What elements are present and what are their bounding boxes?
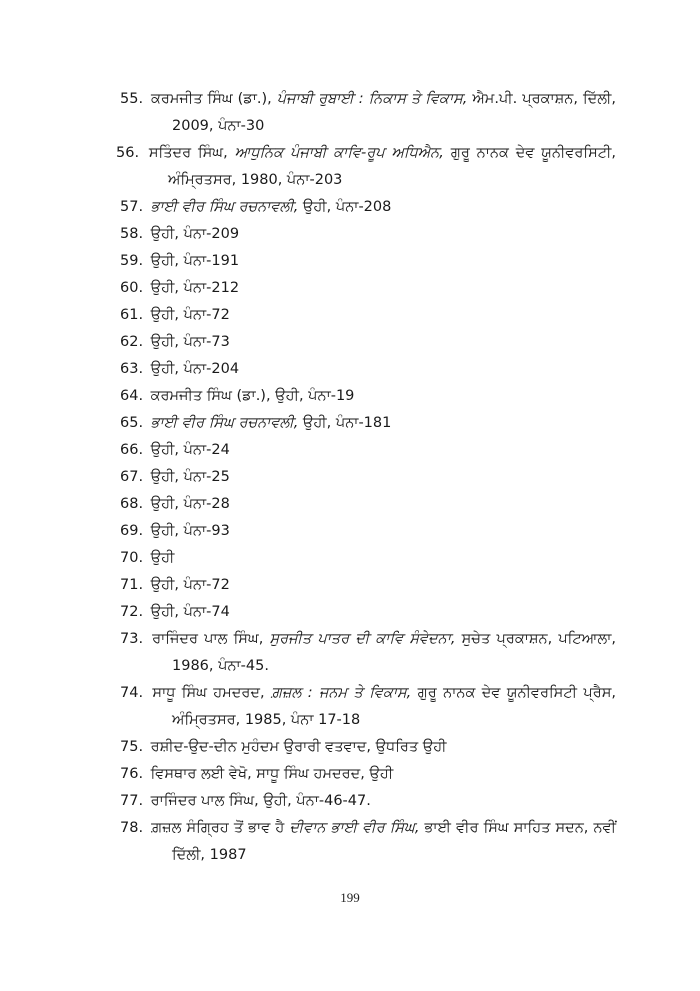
endnote-59: 59. ਉਹੀ, ਪੰਨਾ-191 [120, 253, 240, 269]
endnote-57: 57. ਭਾਈ ਵੀਰ ਸਿੰਘ ਰਚਨਾਵਲੀ, ਉਹੀ, ਪੰਨਾ-208 [120, 199, 392, 215]
citation-text: ਉਹੀ, ਪੰਨਾ-72 [146, 307, 230, 323]
citation-text: ਐਮ.ਪੀ. ਪ੍ਰਕਾਸ਼ਨ, ਦਿੱਲੀ, 2009, ਪੰਨਾ-30 [172, 91, 616, 134]
endnote-64: 64. ਕਰਮਜੀਤ ਸਿੰਘ (ਡਾ.), ਉਹੀ, ਪੰਨਾ-19 [120, 388, 355, 404]
citation-text: ਉਹੀ, ਪੰਨਾ-191 [146, 253, 240, 269]
citation-text: ਉਹੀ [146, 550, 175, 566]
endnote-72: 72. ਉਹੀ, ਪੰਨਾ-74 [120, 604, 230, 620]
citation-title: ਸੁਰਜੀਤ ਪਾਤਰ ਦੀ ਕਾਵਿ ਸੰਵੇਦਨਾ, [269, 631, 456, 647]
endnote-66: 66. ਉਹੀ, ਪੰਨਾ-24 [120, 442, 230, 458]
endnote-65: 65. ਭਾਈ ਵੀਰ ਸਿੰਘ ਰਚਨਾਵਲੀ, ਉਹੀ, ਪੰਨਾ-181 [120, 415, 392, 431]
citation-text: ਉਹੀ, ਪੰਨਾ-24 [146, 442, 230, 458]
endnote-75: 75. ਰਸ਼ੀਦ-ਉਦ-ਦੀਨ ਮੁਹੰਦਮ ਉਰਾਰੀ ਵਤਵਾਦ, ਉਧਰਿਤ ਉਹੀ [120, 739, 447, 755]
endnote-56: 56. ਸਤਿੰਦਰ ਸਿੰਘ, ਆਧੁਨਿਕ ਪੰਜਾਬੀ ਕਾਵਿ-ਰੂਪ ਅਧਿਐਨ, ਗੁਰੂ ਨਾਨਕ ਦੇਵ ਯੂਨੀਵਰਸਿਟੀ, ਅੰਮ੍ਰਿਤਸਰ, 1980, ਪੰਨਾ-203 [116, 145, 617, 188]
citation-text: ਰਾਜਿੰਦਰ ਪਾਲ ਸਿੰਘ, [146, 631, 270, 647]
endnote-77: 77. ਰਾਜਿੰਦਰ ਪਾਲ ਸਿੰਘ, ਉਹੀ, ਪੰਨਾ-46-47. [120, 793, 371, 809]
citation-text: ਕਰਮਜੀਤ ਸਿੰਘ (ਡਾ.), [146, 91, 277, 107]
citation-text: ਗੁਰੂ ਨਾਨਕ ਦੇਵ ਯੂਨੀਵਰਸਿਟੀ, ਅੰਮ੍ਰਿਤਸਰ, 1980, ਪੰਨਾ-203 [168, 145, 617, 188]
endnote-63: 63. ਉਹੀ, ਪੰਨਾ-204 [120, 361, 240, 377]
citation-text: ਗ਼ਜ਼ਲ ਸੰਗ੍ਰਿਹ ਤੋਂ ਭਾਵ ਹੈ [146, 820, 290, 836]
citation-title: ਆਧੁਨਿਕ ਪੰਜਾਬੀ ਕਾਵਿ-ਰੂਪ ਅਧਿਐਨ, [234, 145, 444, 161]
citation-title: ਭਾਈ ਵੀਰ ਸਿੰਘ ਰਚਨਾਵਲੀ, [150, 415, 299, 431]
citation-text: ਉਹੀ, ਪੰਨਾ-73 [146, 334, 230, 350]
citation-text: ਰਸ਼ੀਦ-ਉਦ-ਦੀਨ ਮੁਹੰਦਮ ਉਰਾਰੀ ਵਤਵਾਦ, ਉਧਰਿਤ ਉਹੀ [146, 739, 447, 755]
citation-text: ਉਹੀ, ਪੰਨਾ-25 [146, 469, 230, 485]
endnote-55: 55. ਕਰਮਜੀਤ ਸਿੰਘ (ਡਾ.), ਪੰਜਾਬੀ ਰੁਬਾਈ : ਨਿਕਾਸ ਤੇ ਵਿਕਾਸ, ਐਮ.ਪੀ. ਪ੍ਰਕਾਸ਼ਨ, ਦਿੱਲੀ, 2009, ਪੰਨਾ-30 [120, 91, 616, 134]
citation-text: ਉਹੀ, ਪੰਨਾ-204 [146, 361, 240, 377]
citation-title: ਪੰਜਾਬੀ ਰੁਬਾਈ : ਨਿਕਾਸ ਤੇ ਵਿਕਾਸ, [276, 91, 468, 107]
endnote-76: 76. ਵਿਸਥਾਰ ਲਈ ਵੇਖੋ, ਸਾਧੂ ਸਿੰਘ ਹਮਦਰਦ, ਉਹੀ [120, 766, 394, 782]
citation-text: ਵਿਸਥਾਰ ਲਈ ਵੇਖੋ, ਸਾਧੂ ਸਿੰਘ ਹਮਦਰਦ, ਉਹੀ [146, 766, 394, 782]
citation-text: ਗੁਰੂ ਨਾਨਕ ਦੇਵ ਯੂਨੀਵਰਸਿਟੀ ਪ੍ਰੈਸ, ਅੰਮ੍ਰਿਤਸਰ, 1985, ਪੰਨਾ 17-18 [172, 685, 617, 728]
citation-text: ਕਰਮਜੀਤ ਸਿੰਘ (ਡਾ.), ਉਹੀ, ਪੰਨਾ-19 [146, 388, 355, 404]
citation-text: ਉਹੀ, ਪੰਨਾ-212 [146, 280, 240, 296]
endnote-71: 71. ਉਹੀ, ਪੰਨਾ-72 [120, 577, 230, 593]
citation-text: ਰਾਜਿੰਦਰ ਪਾਲ ਸਿੰਘ, ਉਹੀ, ਪੰਨਾ-46-47. [146, 793, 371, 809]
endnote-69: 69. ਉਹੀ, ਪੰਨਾ-93 [120, 523, 230, 539]
citation-text: ਸੁਚੇਤ ਪ੍ਰਕਾਸ਼ਨ, ਪਟਿਆਲਾ, 1986, ਪੰਨਾ-45. [172, 631, 616, 674]
citation-text: ਉਹੀ, ਪੰਨਾ-93 [146, 523, 230, 539]
citation-text: ਉਹੀ, ਪੰਨਾ-208 [298, 199, 392, 215]
page-number: 199 [340, 890, 360, 905]
endnote-60: 60. ਉਹੀ, ਪੰਨਾ-212 [120, 280, 240, 296]
endnote-62: 62. ਉਹੀ, ਪੰਨਾ-73 [120, 334, 230, 350]
endnote-74: 74. ਸਾਧੂ ਸਿੰਘ ਹਮਦਰਦ, ਗ਼ਜ਼ਲ : ਜਨਮ ਤੇ ਵਿਕਾਸ, ਗੁਰੂ ਨਾਨਕ ਦੇਵ ਯੂਨੀਵਰਸਿਟੀ ਪ੍ਰੈਸ, ਅੰਮ੍ਰਿਤਸਰ, 1985, ਪੰਨਾ 17-18 [120, 685, 617, 728]
citation-text: ਸਤਿੰਦਰ ਸਿੰਘ, [142, 145, 235, 161]
endnote-68: 68. ਉਹੀ, ਪੰਨਾ-28 [120, 496, 230, 512]
endnote-70: 70. ਉਹੀ [120, 550, 175, 566]
citation-text: ਉਹੀ, ਪੰਨਾ-181 [298, 415, 392, 431]
citation-text: ਸਾਧੂ ਸਿੰਘ ਹਮਦਰਦ, [146, 685, 271, 701]
endnote-58: 58. ਉਹੀ, ਪੰਨਾ-209 [120, 226, 240, 242]
endnote-61: 61. ਉਹੀ, ਪੰਨਾ-72 [120, 307, 230, 323]
endnotes-list [116, 86, 617, 869]
citation-title: ਦੀਵਾਨ ਭਾਈ ਵੀਰ ਸਿੰਘ, [289, 820, 420, 836]
endnote-67: 67. ਉਹੀ, ਪੰਨਾ-25 [120, 469, 230, 485]
endnote-78: 78. ਗ਼ਜ਼ਲ ਸੰਗ੍ਰਿਹ ਤੋਂ ਭਾਵ ਹੈ ਦੀਵਾਨ ਭਾਈ ਵੀਰ ਸਿੰਘ, ਭਾਈ ਵੀਰ ਸਿੰਘ ਸਾਹਿਤ ਸਦਨ, ਨਵੀਂ ਦਿੱਲੀ, 1987 [120, 820, 616, 863]
citation-title: ਭਾਈ ਵੀਰ ਸਿੰਘ ਰਚਨਾਵਲੀ, [150, 199, 299, 215]
citation-text: ਭਾਈ ਵੀਰ ਸਿੰਘ ਸਾਹਿਤ ਸਦਨ, ਨਵੀਂ ਦਿੱਲੀ, 1987 [172, 820, 616, 863]
citation-text: ਉਹੀ, ਪੰਨਾ-28 [146, 496, 230, 512]
citation-title: ਗ਼ਜ਼ਲ : ਜਨਮ ਤੇ ਵਿਕਾਸ, [270, 685, 412, 701]
endnote-73: 73. ਰਾਜਿੰਦਰ ਪਾਲ ਸਿੰਘ, ਸੁਰਜੀਤ ਪਾਤਰ ਦੀ ਕਾਵਿ ਸੰਵੇਦਨਾ, ਸੁਚੇਤ ਪ੍ਰਕਾਸ਼ਨ, ਪਟਿਆਲਾ, 1986, ਪੰਨਾ-45. [120, 631, 616, 674]
citation-text: ਉਹੀ, ਪੰਨਾ-74 [146, 604, 230, 620]
citation-text: ਉਹੀ, ਪੰਨਾ-209 [146, 226, 240, 242]
citation-text: ਉਹੀ, ਪੰਨਾ-72 [146, 577, 230, 593]
